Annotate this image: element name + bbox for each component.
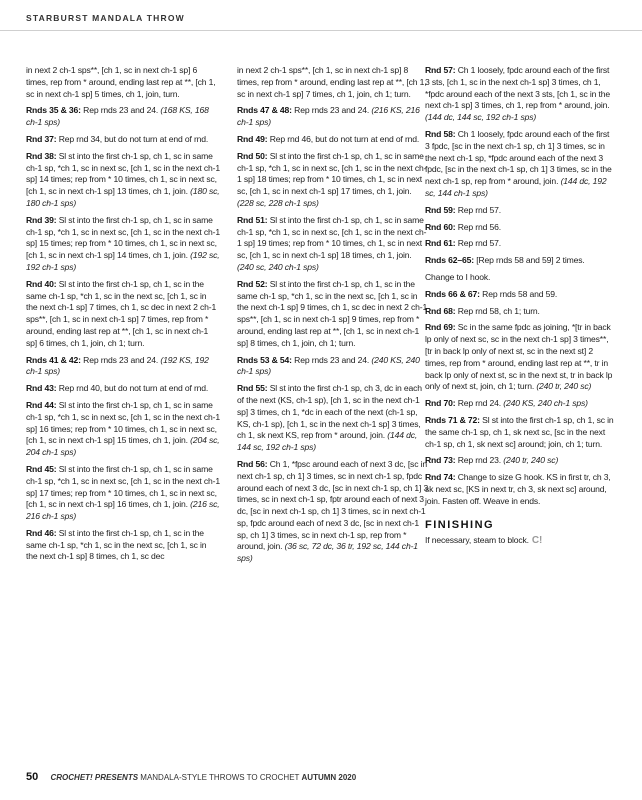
round-instructions: Sl st into the first ch-1 sp, ch 3, dc in each of the next (KS, ch-1 sp), [ch 1, sc in the next ch-1 sp] 3 times, ch 1, *dc in each of the next (ch-1 sp, KS, ch-1 sp), [ch 1, sc in the next ch-1 sp] 3 times, ch 1, sk next KS, rep from * around, join. bbox=[237, 383, 422, 441]
pattern-round bbox=[425, 398, 615, 410]
round-label: Rnds 35 & 36: bbox=[26, 105, 81, 116]
stitch-count: (204 sc, 204 ch-1 sps) bbox=[26, 435, 220, 458]
round-instructions: Sl st into the first ch-1 sp, ch 1, sc in same ch-1 sp, *ch 1, sc in next sc, [ch 1, sc in the next ch-1 sp] 17 times; rep from * 10 times, ch 1, sc in next sc, [ch 1, sc in next ch-1 sp] 16 times, ch 1, join. bbox=[26, 463, 220, 510]
round-instructions: Rep rnd 57. bbox=[457, 238, 501, 249]
crochet-logo-mark: C! bbox=[531, 535, 543, 547]
stitch-count: (240 tr, 240 sc) bbox=[503, 455, 559, 466]
round-instructions: Ch 1 loosely, fpdc around each of the first 3 fpdc, [sc in the next ch-1 sp, ch 1] 3 times, sc in the next ch-1 sp, *fpdc around each of the next 3 fpdc, [sc in the next ch-1 sp, ch 1] 3 times, sc in the next ch-1 sp, rep from * around, join. bbox=[425, 128, 612, 187]
pattern-round bbox=[26, 528, 220, 563]
column-1 bbox=[26, 65, 220, 568]
pattern-round bbox=[425, 472, 615, 507]
stitch-count: (36 sc, 72 dc, 36 tr, 192 sc, 144 ch-1 sps) bbox=[237, 541, 418, 564]
round-instructions: Rep rnd 23. bbox=[457, 455, 501, 466]
pattern-round bbox=[425, 205, 615, 217]
pattern-round bbox=[26, 355, 220, 379]
round-label: Rnds 62–65: bbox=[425, 255, 474, 266]
round-instructions: Rep rnd 58, ch 1; turn. bbox=[457, 305, 540, 316]
pattern-round bbox=[425, 455, 615, 467]
pattern-round bbox=[425, 238, 615, 250]
finishing-body: If necessary, steam to block. bbox=[425, 535, 529, 546]
round-instructions: Rep rnd 40, but do not turn at end of rnd. bbox=[58, 383, 209, 394]
round-label: Rnd 55: bbox=[237, 383, 268, 394]
pattern-round bbox=[26, 105, 220, 129]
header-rule bbox=[0, 30, 642, 31]
round-label: Rnd 69: bbox=[425, 322, 456, 333]
stitch-count: (240 KS, 240 ch-1 sps) bbox=[237, 354, 420, 377]
round-instructions: Sl st into the first ch-1 sp, ch 1, sc in same ch-1 sp, *ch 1, sc in next sc, [ch 1, sc in the next ch-1 sp] 18 times; rep from * 10 times, ch 1, sc in next sc, [ch 1, sc in next ch-1 sp] 17 times, ch 1, join. bbox=[237, 150, 427, 197]
round-instructions: Rep rnds 58 and 59. bbox=[482, 288, 558, 299]
finishing-heading: FINISHING bbox=[425, 518, 495, 531]
round-instructions: Sl st into the first ch-1 sp, ch 1, sc in the same ch-1 sp, *ch 1, sc in the next sc, [ch 1, sc in the next ch-1 sp] 8 times, ch 1, sc dec bbox=[26, 527, 207, 562]
pattern-round bbox=[425, 272, 615, 284]
pattern-round bbox=[237, 279, 430, 350]
round-label: Rnd 74: bbox=[425, 472, 456, 483]
round-label: Rnd 61: bbox=[425, 238, 456, 249]
round-label: Rnd 39: bbox=[26, 214, 57, 225]
round-label: Rnd 68: bbox=[425, 305, 456, 316]
column-3-rounds bbox=[425, 65, 615, 508]
round-instructions: Sl st into the first ch-1 sp, ch 1, sc in the same ch-1 sp, *ch 1, sc in the next sc, [ch 1, sc in the next ch-1 sp] 7 times, ch 1, sc dec in next 2 ch-1 sps**, [ch 1, sc in next ch-1 sp] 7 times, rep from * around, ending last rep at **, [ch 1, sc in next ch-1 sp] 6 times, ch 1, join, ch 1; turn. bbox=[26, 278, 217, 348]
finishing-text bbox=[425, 535, 615, 547]
pattern-round bbox=[425, 322, 615, 393]
round-instructions: Rep rnd 46, but do not turn at end of rnd. bbox=[269, 133, 420, 144]
pattern-round bbox=[425, 222, 615, 234]
pattern-round bbox=[425, 306, 615, 318]
round-label: Rnd 37: bbox=[26, 133, 57, 144]
round-label: Rnd 52: bbox=[237, 278, 268, 289]
stitch-count: (192 KS, 192 ch-1 sps) bbox=[26, 354, 209, 377]
stitch-count: (168 KS, 168 ch-1 sps) bbox=[26, 105, 209, 128]
pattern-round bbox=[237, 65, 430, 100]
round-instructions: Sl st into the first ch-1 sp, ch 1, sc in same ch-1 sp, *ch 1, sc in next sc, [ch 1, sc in the next ch-1 sp] 14 times; rep from * 10 times, ch 1, sc in next sc, [ch 1, sc in next ch-1 sp] 13 times, ch 1, join. bbox=[26, 150, 220, 197]
publication-name: CROCHET! PRESENTS bbox=[50, 773, 139, 782]
running-header: STARBURST MANDALA THROW bbox=[26, 13, 185, 23]
round-instructions: Sl st into the first ch-1 sp, ch 1, sc in same ch-1 sp, *ch 1, sc in next sc, [ch 1, sc in the next ch-1 sp] 15 times; rep from * 10 times, ch 1, sc in next sc, [ch 1, sc in next ch-1 sp] 14 times, ch 1, join. bbox=[26, 214, 220, 261]
round-label: Rnds 53 & 54: bbox=[237, 354, 292, 365]
round-instructions: Change to I hook. bbox=[425, 271, 491, 282]
pattern-round bbox=[26, 383, 220, 395]
round-instructions: Rep rnd 57. bbox=[457, 204, 501, 215]
stitch-count: (228 sc, 228 ch-1 sps) bbox=[237, 197, 319, 208]
round-instructions: Ch 1 loosely, fpdc around each of the first 3 sts, [ch 1, sc in the next ch-1 sp] 3 times, ch 1, *fpdc around each of the next 3 sts, [ch 1, sc in the next ch-1 sp] 3 times, ch 1, rep from * around, join. bbox=[425, 65, 611, 111]
stitch-count: (240 KS, 240 ch-1 sps) bbox=[503, 398, 588, 409]
pattern-round bbox=[237, 105, 430, 129]
round-label: Rnds 41 & 42: bbox=[26, 354, 81, 365]
pattern-round bbox=[237, 355, 430, 379]
round-label: Rnds 66 & 67: bbox=[425, 288, 480, 299]
round-instructions: Sl st into the first ch-1 sp, ch 1, sc in the same ch-1 sp, ch 1, sk next sc, [sc in the next ch-1 sp, ch 1, sk next sc] around; join, ch 1; turn. bbox=[425, 414, 614, 449]
round-instructions: in next 2 ch-1 sps**, [ch 1, sc in next ch-1 sp] 6 times, rep from * around, ending last rep at **, [ch 1, sc in next ch-1 sp] 5 times, ch 1, join, turn. bbox=[26, 65, 216, 99]
round-label: Rnd 50: bbox=[237, 150, 268, 161]
round-label: Rnd 46: bbox=[26, 527, 57, 538]
round-instructions: Sl st into the first ch-1 sp, ch 1, sc in same ch-1 sp, *ch 1, sc in next sc, [ch 1, sc in the next ch-1 sp] 19 times; rep from * 10 times, ch 1, sc in next sc, [ch 1, sc in next ch-1 sp] 18 times, ch 1, join. bbox=[237, 214, 427, 261]
stitch-count: (240 sc, 240 ch-1 sps) bbox=[237, 261, 319, 272]
round-label: Rnd 49: bbox=[237, 133, 268, 144]
pattern-round bbox=[425, 255, 615, 267]
round-label: Rnds 71 & 72: bbox=[425, 414, 480, 425]
round-label: Rnd 59: bbox=[425, 204, 456, 215]
round-label: Rnd 73: bbox=[425, 455, 456, 466]
round-instructions: in next 2 ch-1 sps**, [ch 1, sc in next ch-1 sp] 8 times, rep from * around, ending last rep at **, [ch 1, sc in next ch-1 sp] 7 times, ch 1, join, ch 1; turn. bbox=[237, 65, 427, 99]
pattern-round bbox=[425, 65, 615, 124]
round-label: Rnd 38: bbox=[26, 150, 57, 161]
round-label: Rnd 45: bbox=[26, 463, 57, 474]
pattern-round bbox=[26, 151, 220, 210]
pattern-round bbox=[425, 289, 615, 301]
pattern-round bbox=[26, 464, 220, 523]
pattern-round bbox=[26, 215, 220, 274]
round-instructions: Sl st into the first ch-1 sp, ch 1, sc in the same ch-1 sp, *ch 1, sc in the next sc, [ch 1, sc in the next ch-1 sp] 9 times, ch 1, sc dec in next 2 ch-1 sps**, [ch 1, sc in next ch-1 sp] 9 times, rep from * around, ending last rep at **, [ch 1, sc in next ch-1 sp] 8 times, ch 1, join, ch 1; turn. bbox=[237, 278, 428, 348]
pattern-round bbox=[26, 400, 220, 459]
stitch-count: (144 dc, 144 sc, 192 ch-1 sps) bbox=[425, 112, 537, 123]
pattern-round bbox=[26, 279, 220, 350]
round-instructions: Ch 1, *fpsc around each of next 3 dc, [sc in next ch-1 sp, ch 1] 3 times, sc in next ch-1 sp, fpdc around each of next 3 dc, [sc in next ch-1 sp, ch 1] 3 times, sc in next ch-1 sp, fptr around each of next 3 dc, [sc in next ch-1 sp, ch 1] 3 times, sc in next ch-1 sp, fpdc around each of next 3 dc, [sc in next ch-1 sp, ch 1] 3 times, sc in next ch-1 sp, rep from * around, join. bbox=[237, 458, 429, 552]
round-instructions: Change to size G hook. KS in first tr, ch 3, sk next sc, [KS in next tr, ch 3, sk next sc] around, join. Fasten off. Weave in ends. bbox=[425, 472, 611, 506]
publication-issue: AUTUMN 2020 bbox=[301, 773, 357, 782]
round-instructions: Rep rnd 56. bbox=[457, 221, 501, 232]
pattern-round bbox=[237, 134, 430, 146]
page-footer bbox=[26, 771, 356, 783]
round-label: Rnd 57: bbox=[425, 65, 456, 75]
round-instructions: Sc in the same fpdc as joining, *[tr in back lp only of next sc, sc in the next ch-1 sp] 3 times**, [tr in back lp only of next st, sc in the next st] 2 times, rep from * around, ending last rep at **, tr in back lp only of next st, sc in the next st, tr in back lp only of next st, join, ch 1; turn. bbox=[425, 322, 613, 392]
pattern-round bbox=[237, 383, 430, 454]
publication-series: MANDALA-STYLE THROWS TO CROCHET bbox=[140, 773, 300, 782]
pattern-round bbox=[237, 459, 430, 565]
pattern-round bbox=[237, 215, 430, 274]
column-3 bbox=[425, 65, 615, 552]
round-label: Rnd 60: bbox=[425, 221, 456, 232]
round-label: Rnd 70: bbox=[425, 398, 456, 409]
round-label: Rnd 40: bbox=[26, 278, 57, 289]
round-instructions: Rep rnd 34, but do not turn at end of rnd. bbox=[58, 133, 209, 144]
round-instructions: Rep rnds 23 and 24. bbox=[294, 105, 370, 116]
round-instructions: Rep rnd 24. bbox=[457, 398, 501, 409]
round-label: Rnd 43: bbox=[26, 383, 57, 394]
stitch-count: (192 sc, 192 ch-1 sps) bbox=[26, 250, 220, 272]
stitch-count: (216 sc, 216 ch-1 sps) bbox=[26, 499, 220, 522]
round-instructions: Rep rnds 23 and 24. bbox=[294, 354, 370, 365]
round-label: Rnd 44: bbox=[26, 399, 57, 410]
round-instructions: Rep rnds 23 and 24. bbox=[83, 354, 159, 365]
round-label: Rnd 51: bbox=[237, 214, 268, 225]
pattern-round bbox=[425, 415, 615, 450]
round-instructions: Sl st into the first ch-1 sp, ch 1, sc in same ch-1 sp, *ch 1, sc in next sc, [ch 1, sc in the next ch-1 sp] 16 times; rep from * 10 times, ch 1, sc in next sc, [ch 1, sc in next ch-1 sp] 15 times, ch 1, join. bbox=[26, 399, 220, 446]
column-2 bbox=[237, 65, 430, 570]
stitch-count: (144 dc, 192 sc, 144 ch-1 sps) bbox=[425, 176, 607, 198]
round-label: Rnd 56: bbox=[237, 458, 268, 469]
pattern-round bbox=[237, 151, 430, 210]
stitch-count: (216 KS, 216 ch-1 sps) bbox=[237, 105, 420, 128]
stitch-count: (144 dc, 144 sc, 192 ch-1 sps) bbox=[237, 430, 418, 453]
pattern-round bbox=[26, 134, 220, 146]
pattern-round bbox=[26, 65, 220, 100]
round-label: Rnd 58: bbox=[425, 128, 456, 139]
stitch-count: (240 tr, 240 sc) bbox=[536, 381, 592, 392]
pattern-round bbox=[425, 129, 615, 200]
page-number: 50 bbox=[26, 771, 39, 783]
round-label: Rnds 47 & 48: bbox=[237, 105, 292, 116]
round-instructions: Rep rnds 23 and 24. bbox=[83, 105, 159, 116]
round-instructions: [Rep rnds 58 and 59] 2 times. bbox=[476, 255, 585, 266]
stitch-count: (180 sc, 180 ch-1 sps) bbox=[26, 186, 220, 208]
